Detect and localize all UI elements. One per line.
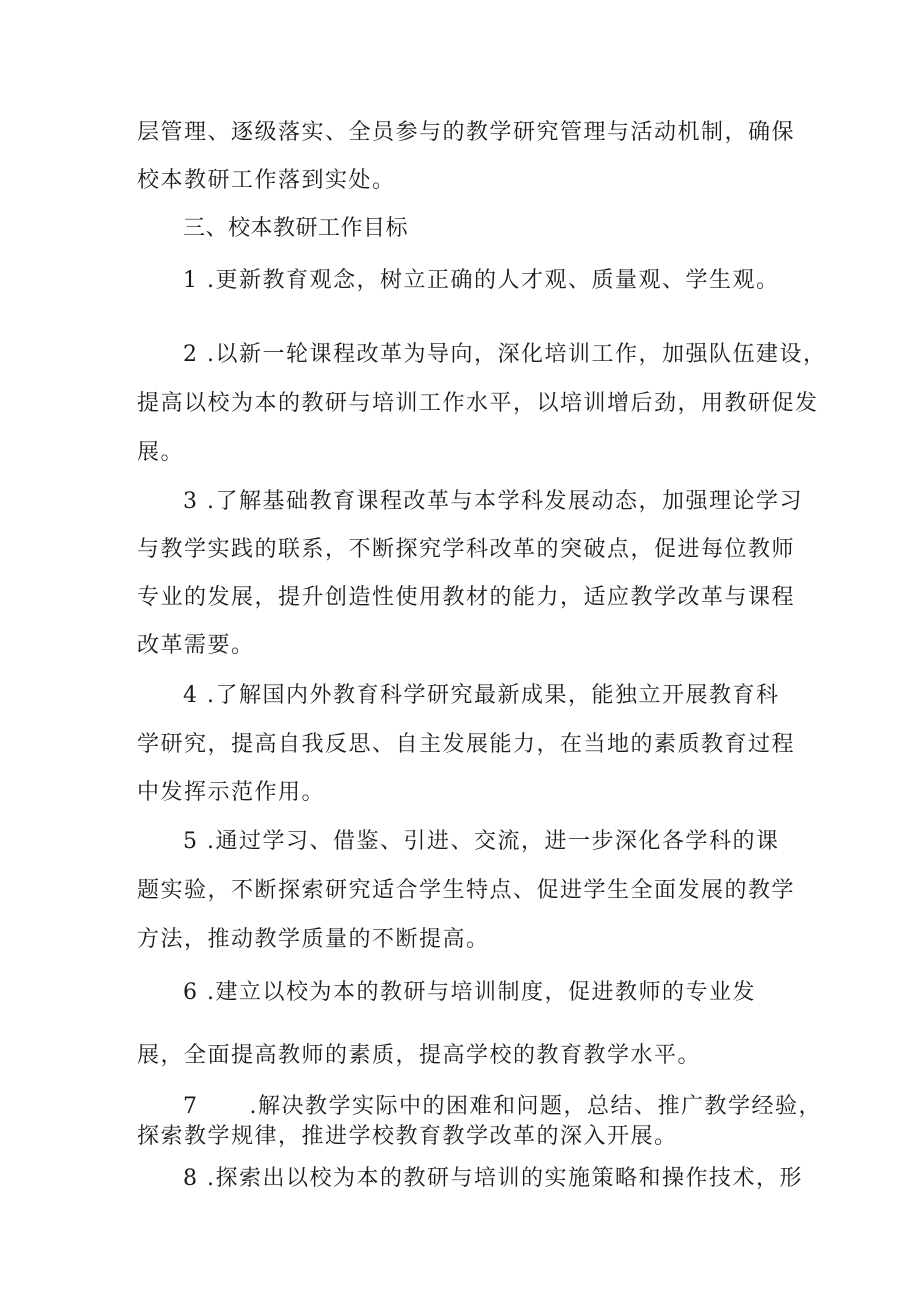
text-line: 展。	[137, 440, 185, 465]
text-line: 6 .建立以校为本的教研与培训制度，促进教师的专业发	[183, 980, 756, 1005]
section-heading: 三、校本教研工作目标	[183, 216, 409, 241]
text-line: 8 .探索出以校为本的教研与培训的实施策略和操作技术，形	[183, 1166, 803, 1191]
text-line: 7 .解决教学实际中的困难和问题，总结、推广教学经验，	[183, 1094, 822, 1119]
text-line: 探索教学规律，推进学校教育教学改革的深入开展。	[137, 1124, 678, 1149]
text-line: 2 .以新一轮课程改革为导向，深化培训工作，加强队伍建设，	[183, 342, 827, 367]
text-line: 提高以校为本的教研与培训工作水平，以培训增后劲，用教研促发	[137, 391, 819, 416]
text-line: 展，全面提高教师的素质，提高学校的教育教学水平。	[137, 1043, 702, 1068]
text-line: 5 .通过学习、借鉴、引进、交流，进一步深化各学科的课	[183, 829, 780, 854]
text-line: 专业的发展，提升创造性使用教材的能力，适应教学改革与课程	[137, 585, 796, 610]
text-line: 校本教研工作落到实处。	[137, 168, 396, 193]
text-line: 4 .了解国内外教育科学研究最新成果，能独立开展教育科	[183, 683, 780, 708]
text-line: 3 .了解基础教育课程改革与本学科发展动态，加强理论学习	[183, 489, 803, 514]
text-line: 学研究，提高自我反思、自主发展能力，在当地的素质教育过程	[137, 732, 796, 757]
text-line: 方法，推动教学质量的不断提高。	[137, 927, 490, 952]
text-line: 改革需要。	[137, 633, 255, 658]
text-line: 层管理、逐级落实、全员参与的教学研究管理与活动机制，确保	[137, 120, 796, 145]
text-line: 题实验，不断探索研究适合学生特点、促进学生全面发展的教学	[137, 878, 796, 903]
text-line: 中发挥示范作用。	[137, 780, 326, 805]
text-line: 与教学实践的联系，不断探究学科改革的突破点，促进每位教师	[137, 537, 796, 562]
text-line: 1 .更新教育观念，树立正确的人才观、质量观、学生观。	[183, 268, 780, 293]
